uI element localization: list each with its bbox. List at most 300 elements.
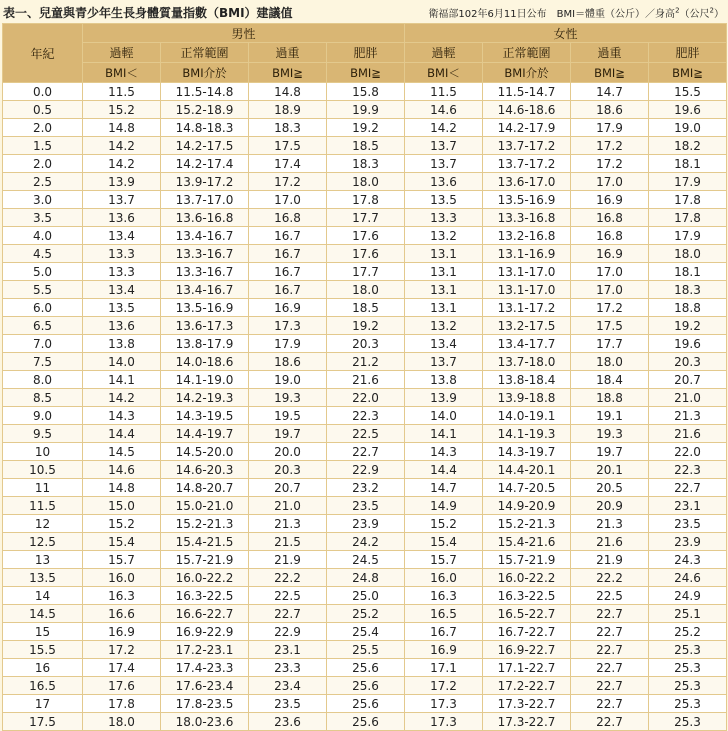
- female-obese-cell: 25.3: [649, 641, 727, 659]
- male-overweight-cell: 17.0: [249, 191, 327, 209]
- female-obese-cell: 21.3: [649, 407, 727, 425]
- table-row: [3, 533, 727, 551]
- female-obese-cell: 17.9: [649, 227, 727, 245]
- male-obese-cell: 17.7: [327, 263, 405, 281]
- male-obese-cell: 22.7: [327, 443, 405, 461]
- male-overweight-cell: 19.7: [249, 425, 327, 443]
- female-obese-header: 肥胖: [649, 43, 727, 63]
- male-overweight-cell: 19.0: [249, 371, 327, 389]
- male-obese-cell: 24.2: [327, 533, 405, 551]
- male-obese-cell: 18.0: [327, 281, 405, 299]
- table-row: [3, 191, 727, 209]
- male-overweight-cell: 22.5: [249, 587, 327, 605]
- age-cell: 7.0: [3, 335, 83, 353]
- male-underweight-cell: 15.0: [83, 497, 161, 515]
- male-normal-range-cell: 15.7-21.9: [161, 551, 249, 569]
- female-obese-cell: 19.0: [649, 119, 727, 137]
- male-underweight-cell: 15.7: [83, 551, 161, 569]
- male-normal-range-cell: 18.0-23.6: [161, 713, 249, 731]
- male-obese-cell: 17.6: [327, 227, 405, 245]
- female-normal-range-cell: 14.3-19.7: [483, 443, 571, 461]
- male-underweight-cell: 14.5: [83, 443, 161, 461]
- female-underweight-cell: 14.4: [405, 461, 483, 479]
- male-obese-cell: 25.6: [327, 695, 405, 713]
- female-overweight-cell: 19.7: [571, 443, 649, 461]
- female-underweight-cell: 13.7: [405, 137, 483, 155]
- male-overweight-cell: 23.3: [249, 659, 327, 677]
- male-underweight-cell: 14.2: [83, 155, 161, 173]
- male-underweight-cell: 13.5: [83, 299, 161, 317]
- age-cell: 16: [3, 659, 83, 677]
- female-underweight-cell: 13.2: [405, 227, 483, 245]
- female-obese-cell: 20.7: [649, 371, 727, 389]
- male-overweight-cell: 17.9: [249, 335, 327, 353]
- male-obese-cell: 25.6: [327, 713, 405, 731]
- male-obese-cell: 18.5: [327, 137, 405, 155]
- male-normal-range-cell: 13.5-16.9: [161, 299, 249, 317]
- male-underweight-cell: 17.4: [83, 659, 161, 677]
- male-overweight-cell: 22.2: [249, 569, 327, 587]
- female-underweight-cell: 13.1: [405, 245, 483, 263]
- female-obese-cell: 24.6: [649, 569, 727, 587]
- age-cell: 10: [3, 443, 83, 461]
- female-overweight-cell: 17.0: [571, 263, 649, 281]
- male-underweight-cell: 14.1: [83, 371, 161, 389]
- female-normal-range-cell: 14.7-20.5: [483, 479, 571, 497]
- table-row: [3, 227, 727, 245]
- age-cell: 3.5: [3, 209, 83, 227]
- meter-squared-superscript: 2: [709, 6, 714, 15]
- table-row: [3, 119, 727, 137]
- female-overweight-cell: 17.2: [571, 137, 649, 155]
- female-normal-range-cell: 14.2-17.9: [483, 119, 571, 137]
- female-overweight-subheader: BMI≧: [571, 63, 649, 83]
- female-normal-range-cell: 13.1-17.0: [483, 263, 571, 281]
- age-cell: 12.5: [3, 533, 83, 551]
- male-overweight-cell: 20.0: [249, 443, 327, 461]
- female-overweight-cell: 14.7: [571, 83, 649, 101]
- male-underweight-cell: 17.8: [83, 695, 161, 713]
- male-normal-range-cell: 15.2-21.3: [161, 515, 249, 533]
- age-cell: 8.0: [3, 371, 83, 389]
- male-overweight-cell: 22.7: [249, 605, 327, 623]
- male-underweight-cell: 16.9: [83, 623, 161, 641]
- female-underweight-cell: 14.7: [405, 479, 483, 497]
- male-obese-cell: 17.8: [327, 191, 405, 209]
- female-normal-range-cell: 16.3-22.5: [483, 587, 571, 605]
- female-underweight-cell: 15.7: [405, 551, 483, 569]
- male-obese-cell: 23.2: [327, 479, 405, 497]
- male-obese-cell: 22.3: [327, 407, 405, 425]
- female-underweight-cell: 15.2: [405, 515, 483, 533]
- age-cell: 6.0: [3, 299, 83, 317]
- male-underweight-cell: 14.0: [83, 353, 161, 371]
- male-overweight-cell: 16.7: [249, 227, 327, 245]
- table-row: [3, 209, 727, 227]
- table-row: [3, 587, 727, 605]
- female-normal-range-cell: 13.1-17.0: [483, 281, 571, 299]
- female-overweight-cell: 16.8: [571, 209, 649, 227]
- age-cell: 11.5: [3, 497, 83, 515]
- male-normal-range-cell: 13.4-16.7: [161, 281, 249, 299]
- table-row: [3, 659, 727, 677]
- female-obese-cell: 22.3: [649, 461, 727, 479]
- female-obese-cell: 22.0: [649, 443, 727, 461]
- table-row: [3, 479, 727, 497]
- male-underweight-cell: 13.3: [83, 245, 161, 263]
- female-overweight-cell: 18.4: [571, 371, 649, 389]
- female-underweight-cell: 17.1: [405, 659, 483, 677]
- male-overweight-cell: 21.3: [249, 515, 327, 533]
- female-underweight-cell: 14.3: [405, 443, 483, 461]
- male-overweight-cell: 17.4: [249, 155, 327, 173]
- female-overweight-cell: 17.0: [571, 173, 649, 191]
- female-normal-range-cell: 17.3-22.7: [483, 695, 571, 713]
- female-obese-cell: 18.3: [649, 281, 727, 299]
- female-obese-cell: 17.8: [649, 209, 727, 227]
- male-obese-cell: 22.0: [327, 389, 405, 407]
- age-cell: 16.5: [3, 677, 83, 695]
- document-header: [0, 0, 728, 23]
- table-row: [3, 389, 727, 407]
- male-overweight-cell: 23.6: [249, 713, 327, 731]
- male-normal-range-cell: 15.2-18.9: [161, 101, 249, 119]
- table-row: [3, 335, 727, 353]
- male-overweight-cell: 16.7: [249, 245, 327, 263]
- female-overweight-cell: 20.5: [571, 479, 649, 497]
- age-cell: 2.0: [3, 155, 83, 173]
- female-underweight-cell: 13.2: [405, 317, 483, 335]
- male-underweight-cell: 15.2: [83, 515, 161, 533]
- female-overweight-cell: 22.7: [571, 677, 649, 695]
- male-overweight-cell: 17.3: [249, 317, 327, 335]
- male-underweight-subheader: BMI＜: [83, 63, 161, 83]
- male-overweight-cell: 16.8: [249, 209, 327, 227]
- female-group-header: 女性: [405, 24, 727, 43]
- male-obese-header: 肥胖: [327, 43, 405, 63]
- male-normal-range-cell: 14.2-17.5: [161, 137, 249, 155]
- male-normal-range-cell: 16.6-22.7: [161, 605, 249, 623]
- male-obese-cell: 25.2: [327, 605, 405, 623]
- female-normal-range-cell: 13.1-16.9: [483, 245, 571, 263]
- female-normal-range-cell: 16.9-22.7: [483, 641, 571, 659]
- male-underweight-cell: 14.6: [83, 461, 161, 479]
- female-normal-range-cell: 16.0-22.2: [483, 569, 571, 587]
- female-overweight-cell: 20.9: [571, 497, 649, 515]
- male-normal-range-cell: 13.3-16.7: [161, 263, 249, 281]
- age-cell: 12: [3, 515, 83, 533]
- table-body: [3, 83, 727, 731]
- male-normal-range-cell: 14.2-19.3: [161, 389, 249, 407]
- female-underweight-cell: 14.9: [405, 497, 483, 515]
- male-obese-cell: 25.4: [327, 623, 405, 641]
- female-normal-header: 正常範圍: [483, 43, 571, 63]
- female-underweight-cell: 15.4: [405, 533, 483, 551]
- female-overweight-cell: 17.2: [571, 155, 649, 173]
- female-normal-range-cell: 17.1-22.7: [483, 659, 571, 677]
- male-obese-cell: 18.0: [327, 173, 405, 191]
- male-overweight-subheader: BMI≧: [249, 63, 327, 83]
- male-obese-cell: 19.9: [327, 101, 405, 119]
- male-underweight-cell: 14.2: [83, 389, 161, 407]
- male-obese-cell: 17.6: [327, 245, 405, 263]
- age-cell: 2.5: [3, 173, 83, 191]
- female-underweight-cell: 13.7: [405, 353, 483, 371]
- male-obese-cell: 17.7: [327, 209, 405, 227]
- bmi-formula-prefix: BMI＝體重（公斤）／身高: [556, 9, 676, 20]
- male-overweight-cell: 14.8: [249, 83, 327, 101]
- female-normal-range-cell: 17.3-22.7: [483, 713, 571, 731]
- female-overweight-cell: 18.6: [571, 101, 649, 119]
- female-normal-range-cell: 13.2-17.5: [483, 317, 571, 335]
- table-row: [3, 443, 727, 461]
- male-normal-range-cell: 14.4-19.7: [161, 425, 249, 443]
- male-underweight-cell: 18.0: [83, 713, 161, 731]
- table-row: [3, 605, 727, 623]
- female-normal-range-cell: 13.7-17.2: [483, 137, 571, 155]
- female-underweight-header: 過輕: [405, 43, 483, 63]
- female-obese-cell: 21.0: [649, 389, 727, 407]
- male-overweight-cell: 16.7: [249, 263, 327, 281]
- female-normal-range-cell: 14.4-20.1: [483, 461, 571, 479]
- table-row: [3, 155, 727, 173]
- female-overweight-cell: 17.2: [571, 299, 649, 317]
- table-row: [3, 695, 727, 713]
- male-obese-cell: 21.2: [327, 353, 405, 371]
- male-underweight-cell: 13.4: [83, 281, 161, 299]
- male-underweight-cell: 13.7: [83, 191, 161, 209]
- male-underweight-header: 過輕: [83, 43, 161, 63]
- age-cell: 3.0: [3, 191, 83, 209]
- female-normal-range-cell: 14.1-19.3: [483, 425, 571, 443]
- table-row: [3, 461, 727, 479]
- female-underweight-cell: 13.3: [405, 209, 483, 227]
- female-obese-cell: 17.9: [649, 173, 727, 191]
- male-normal-range-cell: 17.8-23.5: [161, 695, 249, 713]
- age-cell: 13: [3, 551, 83, 569]
- male-overweight-cell: 16.7: [249, 281, 327, 299]
- female-underweight-cell: 17.3: [405, 695, 483, 713]
- table-row: [3, 497, 727, 515]
- source-note: [428, 5, 724, 20]
- male-overweight-cell: 23.4: [249, 677, 327, 695]
- male-normal-header: 正常範圍: [161, 43, 249, 63]
- female-overweight-cell: 19.3: [571, 425, 649, 443]
- age-cell: 17.5: [3, 713, 83, 731]
- male-underweight-cell: 14.4: [83, 425, 161, 443]
- female-underweight-cell: 13.5: [405, 191, 483, 209]
- female-obese-cell: 22.7: [649, 479, 727, 497]
- female-normal-range-cell: 15.7-21.9: [483, 551, 571, 569]
- male-normal-range-cell: 14.8-18.3: [161, 119, 249, 137]
- female-overweight-cell: 18.8: [571, 389, 649, 407]
- male-overweight-cell: 20.7: [249, 479, 327, 497]
- male-obese-cell: 22.5: [327, 425, 405, 443]
- male-overweight-cell: 19.5: [249, 407, 327, 425]
- female-normal-range-cell: 13.9-18.8: [483, 389, 571, 407]
- female-overweight-cell: 22.7: [571, 605, 649, 623]
- female-underweight-cell: 14.6: [405, 101, 483, 119]
- age-cell: 9.0: [3, 407, 83, 425]
- male-normal-subheader: BMI介於: [161, 63, 249, 83]
- male-normal-range-cell: 14.3-19.5: [161, 407, 249, 425]
- male-normal-range-cell: 17.2-23.1: [161, 641, 249, 659]
- age-cell: 17: [3, 695, 83, 713]
- age-cell: 7.5: [3, 353, 83, 371]
- table-row: [3, 371, 727, 389]
- table-row: [3, 173, 727, 191]
- table-row: [3, 101, 727, 119]
- male-underweight-cell: 16.3: [83, 587, 161, 605]
- female-overweight-cell: 16.9: [571, 191, 649, 209]
- table-row: [3, 263, 727, 281]
- male-obese-cell: 24.5: [327, 551, 405, 569]
- source-text: 衛福部102年6月11日公布: [428, 9, 547, 20]
- table-row: [3, 137, 727, 155]
- female-underweight-cell: 13.8: [405, 371, 483, 389]
- male-group-header: 男性: [83, 24, 405, 43]
- male-overweight-cell: 18.6: [249, 353, 327, 371]
- female-obese-cell: 24.9: [649, 587, 727, 605]
- male-underweight-cell: 17.6: [83, 677, 161, 695]
- male-overweight-cell: 21.9: [249, 551, 327, 569]
- female-normal-range-cell: 13.8-18.4: [483, 371, 571, 389]
- age-cell: 4.0: [3, 227, 83, 245]
- female-overweight-cell: 16.8: [571, 227, 649, 245]
- female-underweight-cell: 13.7: [405, 155, 483, 173]
- male-normal-range-cell: 13.6-17.3: [161, 317, 249, 335]
- table-row: [3, 83, 727, 101]
- male-underweight-cell: 13.6: [83, 317, 161, 335]
- female-obese-cell: 25.3: [649, 713, 727, 731]
- female-obese-cell: 25.3: [649, 695, 727, 713]
- age-cell: 6.5: [3, 317, 83, 335]
- male-overweight-cell: 17.5: [249, 137, 327, 155]
- female-obese-cell: 25.3: [649, 659, 727, 677]
- female-overweight-cell: 22.7: [571, 713, 649, 731]
- table-row: [3, 425, 727, 443]
- female-overweight-cell: 17.5: [571, 317, 649, 335]
- female-overweight-cell: 19.1: [571, 407, 649, 425]
- male-obese-cell: 25.6: [327, 659, 405, 677]
- female-normal-range-cell: 14.0-19.1: [483, 407, 571, 425]
- male-overweight-cell: 18.9: [249, 101, 327, 119]
- female-overweight-cell: 21.3: [571, 515, 649, 533]
- female-obese-cell: 18.2: [649, 137, 727, 155]
- male-underweight-cell: 14.3: [83, 407, 161, 425]
- female-overweight-cell: 21.9: [571, 551, 649, 569]
- age-cell: 15: [3, 623, 83, 641]
- age-cell: 0.5: [3, 101, 83, 119]
- female-underweight-cell: 16.7: [405, 623, 483, 641]
- male-overweight-header: 過重: [249, 43, 327, 63]
- female-underweight-cell: 16.5: [405, 605, 483, 623]
- male-underweight-cell: 13.6: [83, 209, 161, 227]
- male-normal-range-cell: 13.4-16.7: [161, 227, 249, 245]
- female-normal-range-cell: 13.2-16.8: [483, 227, 571, 245]
- female-normal-range-cell: 16.7-22.7: [483, 623, 571, 641]
- age-cell: 2.0: [3, 119, 83, 137]
- table-row: [3, 245, 727, 263]
- female-underweight-cell: 13.9: [405, 389, 483, 407]
- age-cell: 0.0: [3, 83, 83, 101]
- female-obese-cell: 15.5: [649, 83, 727, 101]
- table-row: [3, 677, 727, 695]
- female-normal-range-cell: 13.1-17.2: [483, 299, 571, 317]
- female-normal-subheader: BMI介於: [483, 63, 571, 83]
- male-overweight-cell: 21.0: [249, 497, 327, 515]
- male-normal-range-cell: 13.9-17.2: [161, 173, 249, 191]
- female-obese-cell: 19.6: [649, 335, 727, 353]
- male-normal-range-cell: 11.5-14.8: [161, 83, 249, 101]
- female-underweight-cell: 13.6: [405, 173, 483, 191]
- male-underweight-cell: 15.4: [83, 533, 161, 551]
- male-normal-range-cell: 13.7-17.0: [161, 191, 249, 209]
- female-obese-cell: 20.3: [649, 353, 727, 371]
- female-obese-cell: 24.3: [649, 551, 727, 569]
- age-cell: 1.5: [3, 137, 83, 155]
- female-normal-range-cell: 13.3-16.8: [483, 209, 571, 227]
- female-normal-range-cell: 17.2-22.7: [483, 677, 571, 695]
- male-underweight-cell: 14.2: [83, 137, 161, 155]
- male-obese-cell: 15.8: [327, 83, 405, 101]
- male-underweight-cell: 13.4: [83, 227, 161, 245]
- male-overweight-cell: 16.9: [249, 299, 327, 317]
- male-obese-cell: 25.6: [327, 677, 405, 695]
- male-obese-cell: 18.3: [327, 155, 405, 173]
- female-overweight-cell: 18.0: [571, 353, 649, 371]
- female-overweight-cell: 22.7: [571, 695, 649, 713]
- male-obese-cell: 24.8: [327, 569, 405, 587]
- male-overweight-cell: 23.5: [249, 695, 327, 713]
- male-obese-cell: 18.5: [327, 299, 405, 317]
- male-obese-cell: 23.9: [327, 515, 405, 533]
- female-obese-cell: 25.1: [649, 605, 727, 623]
- table-row: [3, 713, 727, 731]
- female-underweight-cell: 17.3: [405, 713, 483, 731]
- female-overweight-header: 過重: [571, 43, 649, 63]
- female-overweight-cell: 20.1: [571, 461, 649, 479]
- age-cell: 4.5: [3, 245, 83, 263]
- male-overweight-cell: 17.2: [249, 173, 327, 191]
- male-underweight-cell: 13.3: [83, 263, 161, 281]
- female-underweight-cell: 14.1: [405, 425, 483, 443]
- female-overweight-cell: 22.2: [571, 569, 649, 587]
- age-cell: 11: [3, 479, 83, 497]
- female-obese-cell: 21.6: [649, 425, 727, 443]
- female-normal-range-cell: 13.5-16.9: [483, 191, 571, 209]
- male-overweight-cell: 23.1: [249, 641, 327, 659]
- male-obese-cell: 22.9: [327, 461, 405, 479]
- male-obese-cell: 19.2: [327, 317, 405, 335]
- female-obese-cell: 18.0: [649, 245, 727, 263]
- male-underweight-cell: 13.8: [83, 335, 161, 353]
- female-obese-cell: 25.2: [649, 623, 727, 641]
- female-underweight-cell: 13.1: [405, 263, 483, 281]
- table-title: 表一、兒童與青少年生長身體質量指數（BMI）建議值: [3, 6, 293, 20]
- female-underweight-cell: 11.5: [405, 83, 483, 101]
- male-underweight-cell: 16.0: [83, 569, 161, 587]
- female-normal-range-cell: 11.5-14.7: [483, 83, 571, 101]
- male-normal-range-cell: 17.4-23.3: [161, 659, 249, 677]
- male-obese-cell: 25.0: [327, 587, 405, 605]
- table-row: [3, 281, 727, 299]
- female-normal-range-cell: 15.4-21.6: [483, 533, 571, 551]
- male-obese-cell: 23.5: [327, 497, 405, 515]
- age-cell: 13.5: [3, 569, 83, 587]
- female-underweight-cell: 16.3: [405, 587, 483, 605]
- female-normal-range-cell: 13.6-17.0: [483, 173, 571, 191]
